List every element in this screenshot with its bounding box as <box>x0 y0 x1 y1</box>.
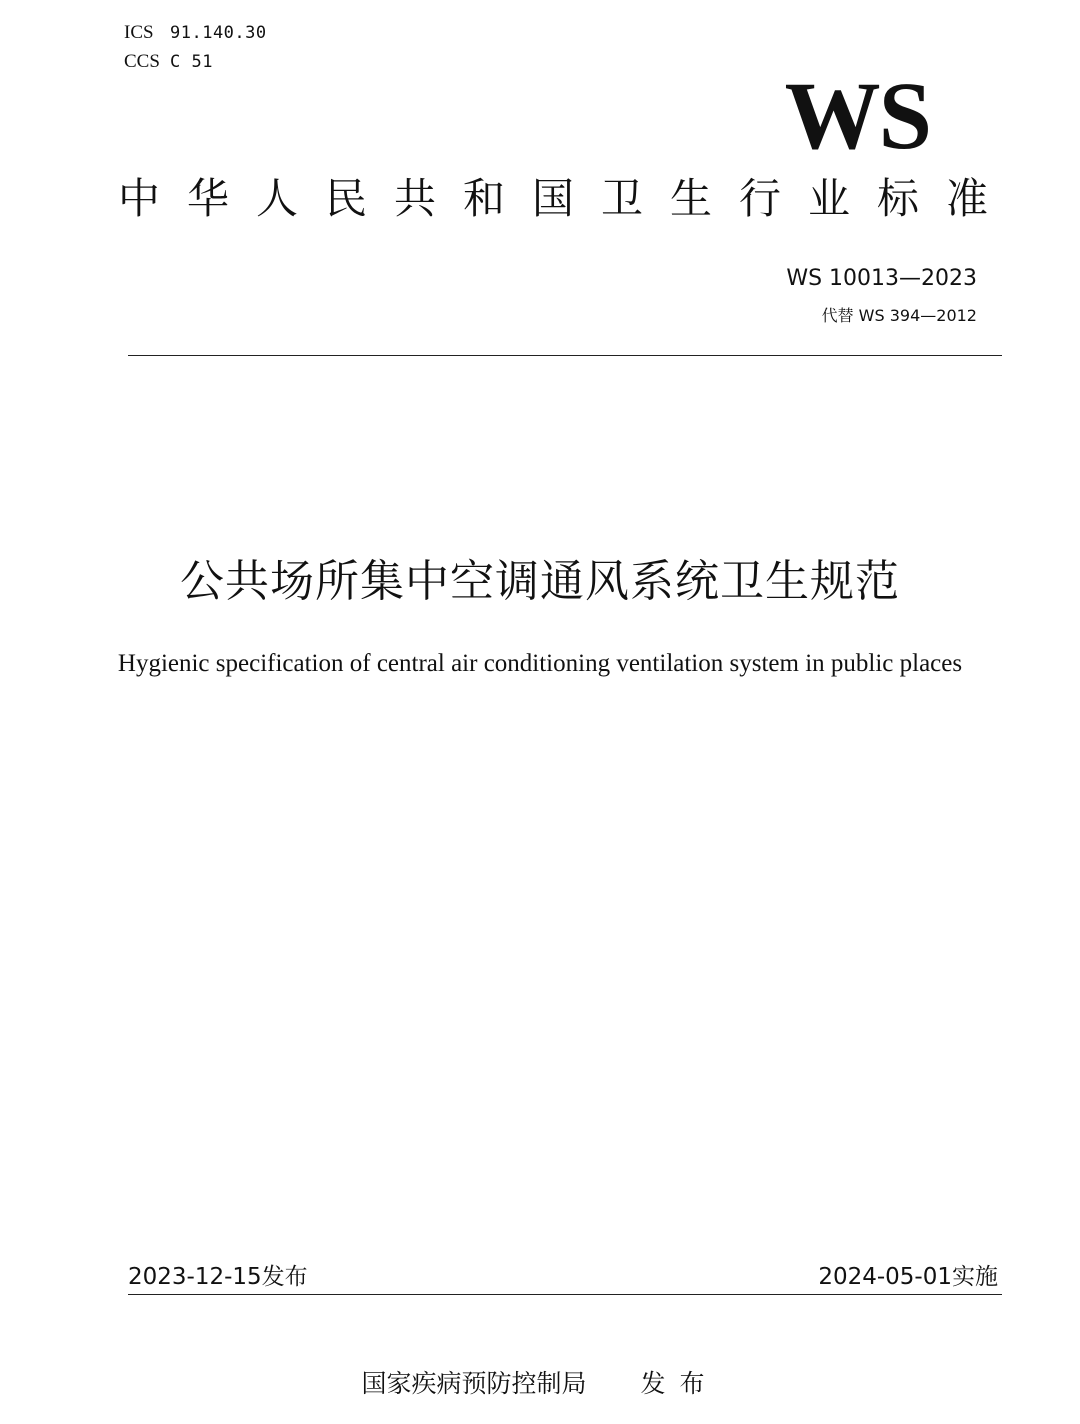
ics-label: ICS <box>124 22 154 43</box>
ccs-code <box>124 51 213 77</box>
national-standard-heading: 中华人民共和国卫生行业标准 <box>118 174 1016 223</box>
document-title-english: Hygienic specification of central air conditioning ventilation system in public places <box>117 650 963 677</box>
bottom-divider <box>128 1294 1002 1295</box>
ccs-label: CCS <box>124 51 160 72</box>
standard-number: WS 10013—2023 <box>786 266 977 291</box>
ics-value: 91.140.30 <box>170 23 267 43</box>
ccs-value: C 51 <box>170 52 213 72</box>
publisher-line <box>0 1364 1080 1400</box>
publisher-action: 发布 <box>640 1369 719 1398</box>
ics-code <box>124 22 267 48</box>
top-divider <box>128 355 1002 356</box>
document-title-chinese: 公共场所集中空调通风系统卫生规范 <box>180 556 900 607</box>
issue-date: 2023-12-15发布 <box>128 1264 308 1290</box>
publisher-organization: 国家疾病预防控制局 <box>361 1369 587 1398</box>
implementation-date: 2024-05-01实施 <box>818 1264 998 1290</box>
ws-logo: WS <box>784 62 930 169</box>
replaced-standard: 代替 WS 394—2012 <box>821 306 977 325</box>
